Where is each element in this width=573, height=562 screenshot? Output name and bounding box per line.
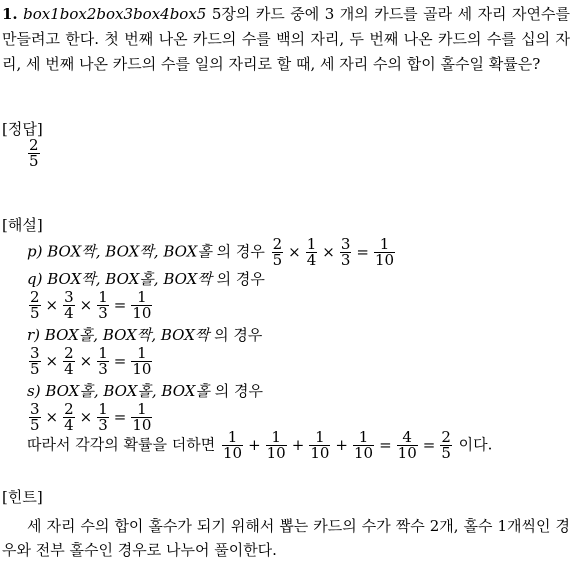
answer-numerator: 2 (29, 136, 39, 154)
numerator: 1 (374, 237, 395, 253)
operator: × (79, 407, 93, 426)
case-result-fraction (131, 346, 152, 377)
case-tag: s) (27, 382, 46, 400)
case-sequence: BOX짝, BOX홀, BOX짝 (47, 270, 212, 288)
operator: × (45, 407, 59, 426)
question-body: 5장의 카드 중에 3 개의 카드를 골라 세 자리 자연수를 만들려고 한다. 첫 번째 나온 카드의 수를 백의 자리, 두 번째 나온 카드의 수를 십의 자리, 세 번째 나온 카드의 수를 일의 자리로 할 때, 세 자리 수의 합이 홀수일 확률은? (2, 5, 570, 73)
factor-fraction (97, 290, 109, 321)
sum-term-fraction (353, 430, 374, 461)
denominator: 3 (98, 360, 108, 378)
case-heading-r (27, 324, 262, 345)
conclusion-suffix: 이다. (453, 435, 493, 454)
denominator: 4 (306, 251, 317, 269)
case-heading-q (27, 268, 265, 289)
case-result-fraction (374, 237, 395, 268)
answer-fraction (28, 138, 40, 169)
case-tag: r) (27, 326, 45, 344)
question-number: 1. (2, 5, 18, 23)
conclusion-line (27, 430, 492, 461)
question-math: box1box2box3box4box5 (23, 5, 207, 23)
numerator: 2 (64, 400, 74, 418)
numerator: 1 (98, 288, 108, 306)
denominator: 5 (441, 444, 451, 462)
factor-fraction (306, 237, 318, 268)
operator: = (113, 351, 127, 370)
case-tag: q) (27, 270, 48, 288)
operator: + (248, 435, 261, 454)
numerator: 1 (266, 430, 287, 446)
denominator: 3 (98, 416, 108, 434)
factor-fraction (29, 290, 41, 321)
numerator: 1 (222, 430, 243, 446)
factor-fraction (97, 346, 109, 377)
denominator: 10 (222, 444, 243, 462)
numerator: 2 (30, 288, 40, 306)
numerator: 3 (30, 344, 40, 362)
denominator: 10 (353, 444, 374, 462)
operator: = (379, 435, 392, 454)
factor-fraction (29, 402, 41, 433)
sum-term-fraction (309, 430, 330, 461)
operator: = (113, 295, 127, 314)
operator: × (79, 351, 93, 370)
answer-value (26, 138, 42, 169)
operator: × (45, 295, 59, 314)
operator: + (335, 435, 348, 454)
numerator: 4 (397, 430, 418, 446)
factor-fraction (29, 346, 41, 377)
case-tag: p) (27, 242, 48, 261)
sum-term-fraction (222, 430, 243, 461)
solution-label: [해설] (2, 216, 43, 234)
denominator: 10 (397, 444, 417, 462)
numerator: 3 (340, 235, 351, 253)
case-calc-s (27, 402, 154, 433)
numerator: 1 (131, 290, 152, 306)
numerator: 1 (353, 430, 374, 446)
hint-text: 세 자리 수의 합이 홀수가 되기 위해서 뽑는 카드의 수가 짝수 2개, 홀수 1개씩인 경우와 전부 홀수인 경우로 나누어 풀이한다. (2, 517, 570, 559)
hint-label: [힌트] (2, 488, 43, 506)
numerator: 2 (441, 428, 451, 446)
case-result-fraction (131, 402, 152, 433)
numerator: 1 (309, 430, 330, 446)
case-suffix: 의 경우 (211, 270, 265, 288)
numerator: 3 (64, 288, 74, 306)
numerator: 1 (131, 402, 152, 418)
operator: + (291, 435, 305, 454)
case-calc-q (27, 290, 154, 321)
case-heading-p (27, 237, 397, 268)
case-sequence: BOX짝, BOX짝, BOX홀 (47, 242, 212, 261)
factor-fraction (97, 402, 109, 433)
question-text (2, 2, 570, 77)
numerator: 3 (30, 400, 40, 418)
denominator: 4 (64, 360, 74, 378)
answer-label: [정답] (2, 120, 43, 138)
numerator: 1 (131, 346, 152, 362)
numerator: 1 (98, 400, 108, 418)
denominator: 5 (30, 304, 40, 322)
denominator: 10 (132, 304, 152, 322)
case-suffix: 의 경우 (209, 382, 263, 400)
denominator: 3 (340, 251, 351, 269)
denominator: 3 (98, 304, 108, 322)
denominator: 10 (310, 444, 330, 462)
denominator: 4 (64, 304, 74, 322)
denominator: 10 (132, 416, 152, 434)
case-calc-r (27, 346, 154, 377)
factor-fraction (340, 237, 352, 268)
numerator: 1 (306, 235, 317, 253)
factor-fraction (272, 237, 284, 268)
numerator: 2 (64, 344, 74, 362)
factor-fraction (63, 402, 75, 433)
denominator: 4 (64, 416, 74, 434)
numerator: 2 (272, 235, 283, 253)
case-sequence: BOX홀, BOX짝, BOX짝 (44, 326, 210, 344)
factor-fraction (63, 346, 75, 377)
operator: × (288, 242, 301, 261)
operator: × (322, 242, 335, 261)
operator: = (356, 242, 369, 261)
operator: = (113, 407, 127, 426)
operator: × (79, 295, 93, 314)
denominator: 10 (266, 444, 286, 462)
sum-final-fraction (440, 430, 452, 461)
denominator: 5 (30, 360, 40, 378)
case-suffix: 의 경우 (209, 326, 263, 344)
case-heading-s (27, 380, 263, 401)
denominator: 10 (132, 360, 152, 378)
case-result-fraction (131, 290, 152, 321)
sum-term-fraction (266, 430, 287, 461)
case-suffix: 의 경우 (211, 242, 265, 261)
numerator: 1 (98, 344, 108, 362)
denominator: 5 (30, 416, 40, 434)
denominator: 5 (272, 251, 283, 269)
case-sequence: BOX홀, BOX홀, BOX홀 (45, 382, 210, 400)
factor-fraction (63, 290, 75, 321)
operator: × (45, 351, 59, 370)
answer-denominator: 5 (29, 152, 39, 170)
conclusion-prefix: 따라서 각각의 확률을 더하면 (27, 435, 220, 454)
sum-total-fraction (397, 430, 418, 461)
operator: = (422, 435, 436, 454)
denominator: 10 (375, 251, 395, 269)
